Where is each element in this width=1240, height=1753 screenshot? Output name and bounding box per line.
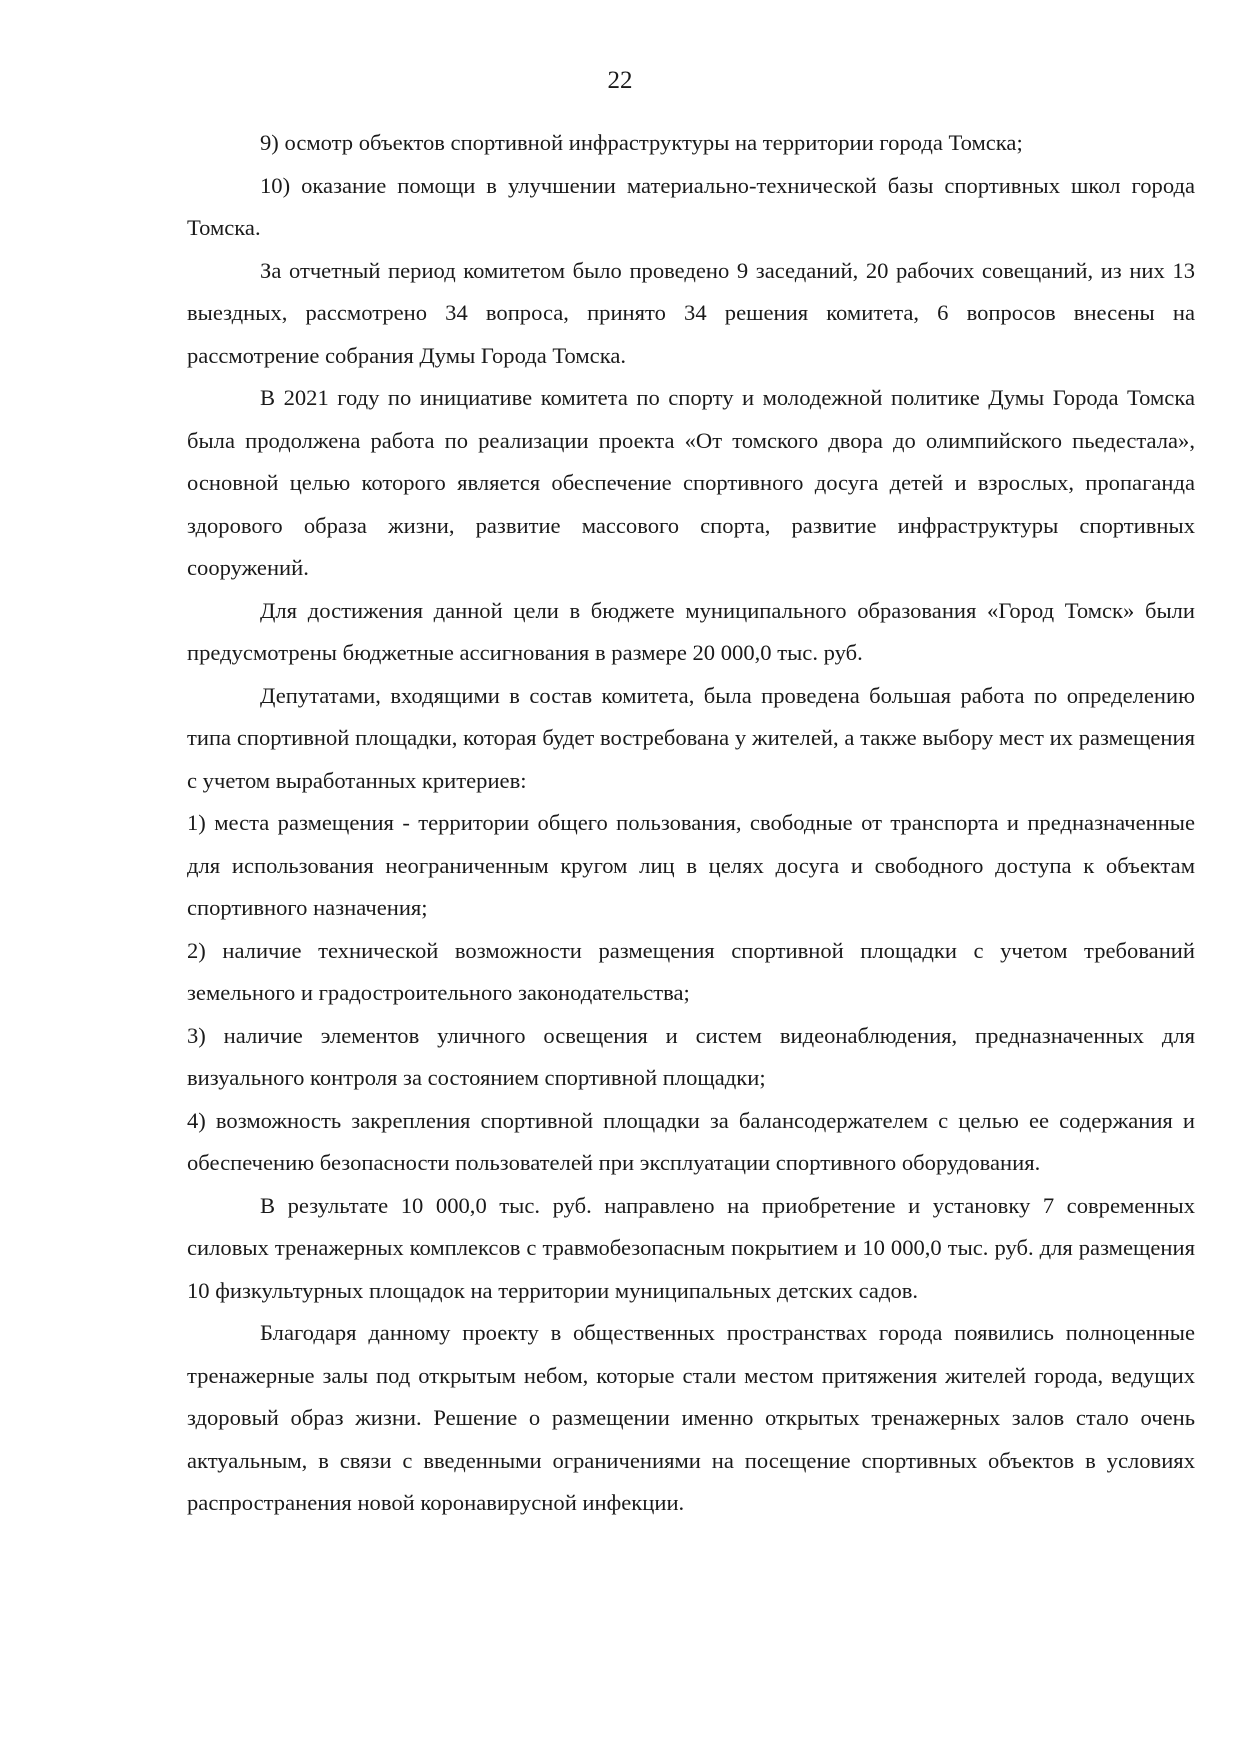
paragraph-item-9: 9) осмотр объектов спортивной инфраструктуры на территории города Томска;: [260, 130, 1023, 155]
criteria-item-1: 1) места размещения - территории общего пользования, свободные от транспорта и предназначенные для использования неограниченным кругом лиц в целях досуга и свободного доступа к объектам спортивного назначения;: [187, 810, 1195, 920]
paragraph-project-description: В 2021 году по инициативе комитета по спорту и молодежной политике Думы Города Томска была продолжена работа по реализации проекта «От томского двора до олимпийского пьедестала», основной целью которого является обеспечение спортивного досуга детей и взрослых, пропаганда здорового образа жизни, развитие массового спорта, развитие инфраструктуры спортивных сооружений.: [187, 385, 1195, 580]
criteria-item-3: 3) наличие элементов уличного освещения и систем видеонаблюдения, предназначенных для визуального контроля за состоянием спортивной площадки;: [187, 1022, 1195, 1090]
paragraph-result: В результате 10 000,0 тыс. руб. направлено на приобретение и установку 7 современных силовых тренажерных комплексов с травмобезопасным покрытием и 10 000,0 тыс. руб. для размещения 10 физкультурных площадок на территории муниципальных детских садов.: [187, 1192, 1195, 1303]
document-body: [187, 122, 1195, 1525]
page-number: 22: [607, 67, 633, 94]
criteria-item-2: 2) наличие технической возможности размещения спортивной площадки с учетом требований земельного и градостроительного законодательства;: [187, 937, 1195, 1005]
paragraph-budget: Для достижения данной цели в бюджете муниципального образования «Город Томск» были предусмотрены бюджетные ассигнования в размере 20 000,0 тыс. руб.: [187, 597, 1195, 665]
paragraph-criteria-intro: Депутатами, входящими в состав комитета, была проведена большая работа по определению типа спортивной площадки, которая будет востребована у жителей, а также выбору мест их размещения с учетом выработанных критериев:: [187, 682, 1195, 793]
paragraph-item-10: 10) оказание помощи в улучшении материально-технической базы спортивных школ города Томска.: [187, 172, 1195, 240]
paragraph-meetings-summary: За отчетный период комитетом было проведено 9 заседаний, 20 рабочих совещаний, из них 13 выездных, рассмотрено 34 вопроса, принято 34 решения комитета, 6 вопросов внесены на рассмотрение собрания Думы Города Томска.: [187, 257, 1195, 368]
paragraph-conclusion: Благодаря данному проекту в общественных пространствах города появились полноценные тренажерные залы под открытым небом, которые стали местом притяжения жителей города, ведущих здоровый образ жизни. Решение о размещении именно открытых тренажерных залов стало очень актуальным, в связи с введенными ограничениями на посещение спортивных объектов в условиях распространения новой коронавирусной инфекции.: [187, 1320, 1195, 1515]
criteria-item-4: 4) возможность закрепления спортивной площадки за балансодержателем с целью ее содержания и обеспечению безопасности пользователей при эксплуатации спортивного оборудования.: [187, 1107, 1195, 1175]
